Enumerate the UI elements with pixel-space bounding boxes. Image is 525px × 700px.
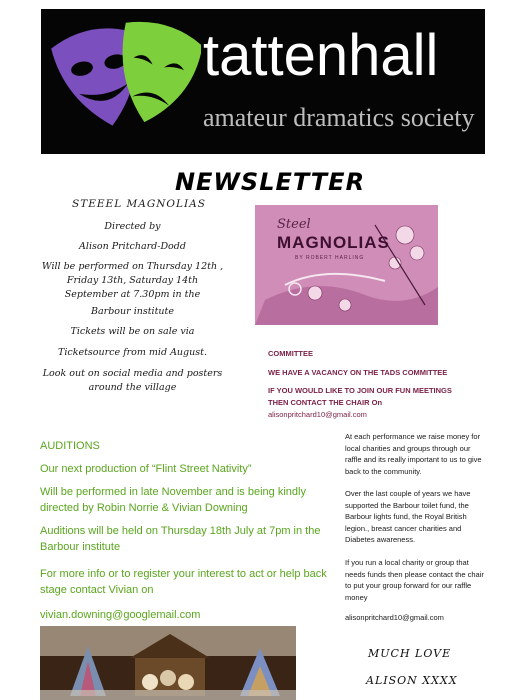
poster-title: MAGNOLIAS: [277, 233, 390, 252]
nativity-scene-image: [40, 626, 296, 700]
show-director: Alison Pritchard-Dodd: [79, 241, 186, 252]
steel-magnolias-poster: [255, 205, 438, 325]
nativity-photo: [40, 626, 296, 700]
committee-heading: COMMITTEE: [268, 349, 313, 358]
committee-join-line2: THEN CONTACT THE CHAIR On: [268, 398, 383, 407]
show-dates: Will be performed on Thursday 12th , Friday 13th, Saturday 14th September at 7.30pm in the: [41, 261, 224, 300]
society-name: tattenhall: [203, 23, 439, 88]
signoff-love: MUCH LOVE: [368, 647, 452, 660]
show-tickets-line1: Tickets will be on sale via: [70, 326, 195, 337]
show-title: STEEEL MAGNOLIAS: [72, 198, 206, 210]
show-tickets-line2: Ticketsource from mid August.: [58, 347, 207, 358]
charity-paragraph-3: If you run a local charity or group that needs funds then please contact the chair to put your group forward for our raffle money: [345, 558, 484, 602]
signoff-name: ALISON XXXX: [366, 674, 458, 687]
newsletter-title: NEWSLETTER: [174, 168, 366, 196]
poster-tagline: BY ROBERT HARLING: [295, 255, 365, 261]
show-directed-by: Directed by: [104, 221, 161, 232]
society-subtitle: amateur dramatics society: [203, 103, 475, 132]
poster-script: Steel: [277, 217, 311, 232]
auditions-date: Auditions will be held on Thursday 18th July at 7pm in the Barbour institute: [40, 525, 321, 553]
committee-join-line1: IF YOU WOULD LIKE TO JOIN OUR FUN MEETINGS: [268, 386, 452, 395]
show-social-note: Look out on social media and posters around the village: [42, 368, 223, 393]
charity-paragraph-1: At each performance we raise money for local charities and groups through our raffle and its really important to us to give back to the community.: [345, 432, 482, 476]
society-banner: [41, 9, 485, 154]
auditions-next-production: Our next production of “Flint Street Nativity”: [40, 463, 252, 475]
committee-vacancy: WE HAVE A VACANCY ON THE TADS COMMITTEE: [268, 368, 448, 377]
auditions-heading: AUDITIONS: [40, 440, 100, 452]
show-venue: Barbour institute: [91, 306, 174, 317]
auditions-contact-info: For more info or to register your interest to act or help back stage contact Vivian on: [40, 568, 327, 596]
charity-paragraph-2: Over the last couple of years we have supported the Barbour toilet fund, the Barbour lights fund, the Royal British legion., breast cancer charities and Diabetes awareness.: [345, 489, 471, 544]
charity-email-link[interactable]: alisonpritchard10@gmail.com: [345, 613, 444, 622]
drama-masks-icon: [41, 9, 201, 154]
committee-email-link[interactable]: alisonpritchard10@gmail.com: [268, 410, 367, 419]
auditions-email-link[interactable]: vivian.downing@googlemail.com: [40, 609, 201, 621]
auditions-performance-info: Will be performed in late November and is being kindly directed by Robin Norrie & Vivian Downing: [40, 486, 306, 514]
